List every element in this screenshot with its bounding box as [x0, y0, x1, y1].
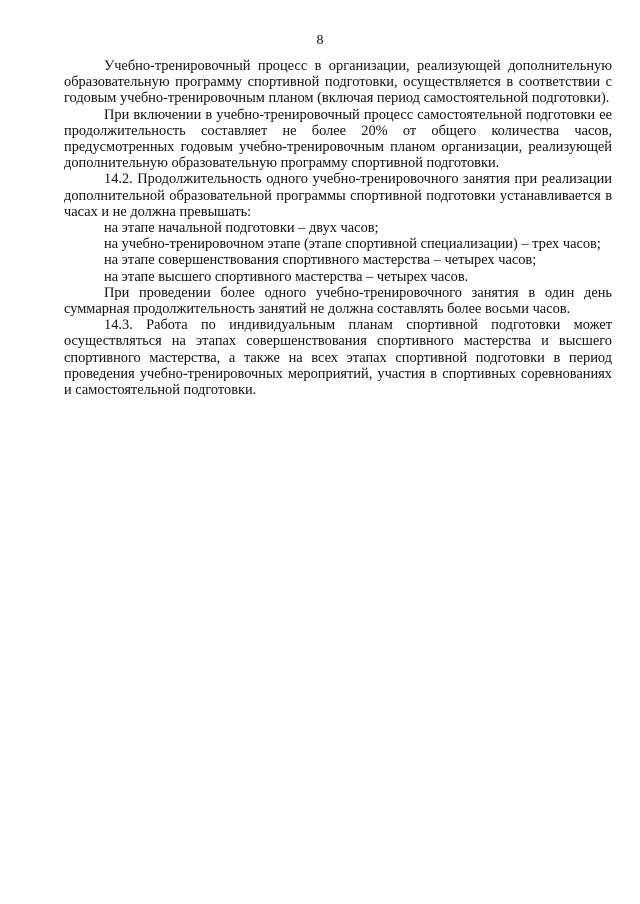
list-item-improvement-stage: на этапе совершенствования спортивного мастерства – четырех часов; [104, 252, 537, 269]
paragraph-total-duration: При проведении более одного учебно-тренировочного занятия в один день суммарная продолжительность занятий не должна составлять более восьми часов. [64, 284, 612, 318]
list-item-higher-mastery-stage: на этапе высшего спортивного мастерства – четырех часов. [104, 268, 469, 285]
paragraph-14-2-duration: 14.2. Продолжительность одного учебно-тренировочного занятия при реализации дополнительной образовательной программы спортивной подготовки устанавливается в часах и не должна превышать: [64, 171, 612, 220]
list-item-initial-stage: на этапе начальной подготовки – двух часов; [104, 220, 379, 237]
list-item-training-stage: на учебно-тренировочном этапе (этапе спортивной специализации) – трех часов; [104, 236, 601, 253]
page-number: 8 [316, 33, 324, 48]
paragraph-training-process: Учебно-тренировочный процесс в организации, реализующей дополнительную образовательную программу спортивной подготовки, осуществляется в соответствии с годовым учебно-тренировочным планом (включая период самостоятельной подготовки). [64, 58, 612, 107]
document-body [64, 58, 612, 398]
paragraph-self-preparation: При включении в учебно-тренировочный процесс самостоятельной подготовки ее продолжительность составляет не более 20% от общего количества часов, предусмотренных годовым учебно-тренировочным планом организации, реализующей дополнительную образовательную программу спортивной подготовки. [64, 106, 612, 172]
paragraph-14-3-individual-plans: 14.3. Работа по индивидуальным планам спортивной подготовки может осуществляться на этапах совершенствования спортивного мастерства и высшего спортивного мастерства, а также на всех этапах спортивной подготовки в период проведения учебно-тренировочных мероприятий, участия в спортивных соревнованиях и самостоятельной подготовки. [64, 317, 612, 399]
